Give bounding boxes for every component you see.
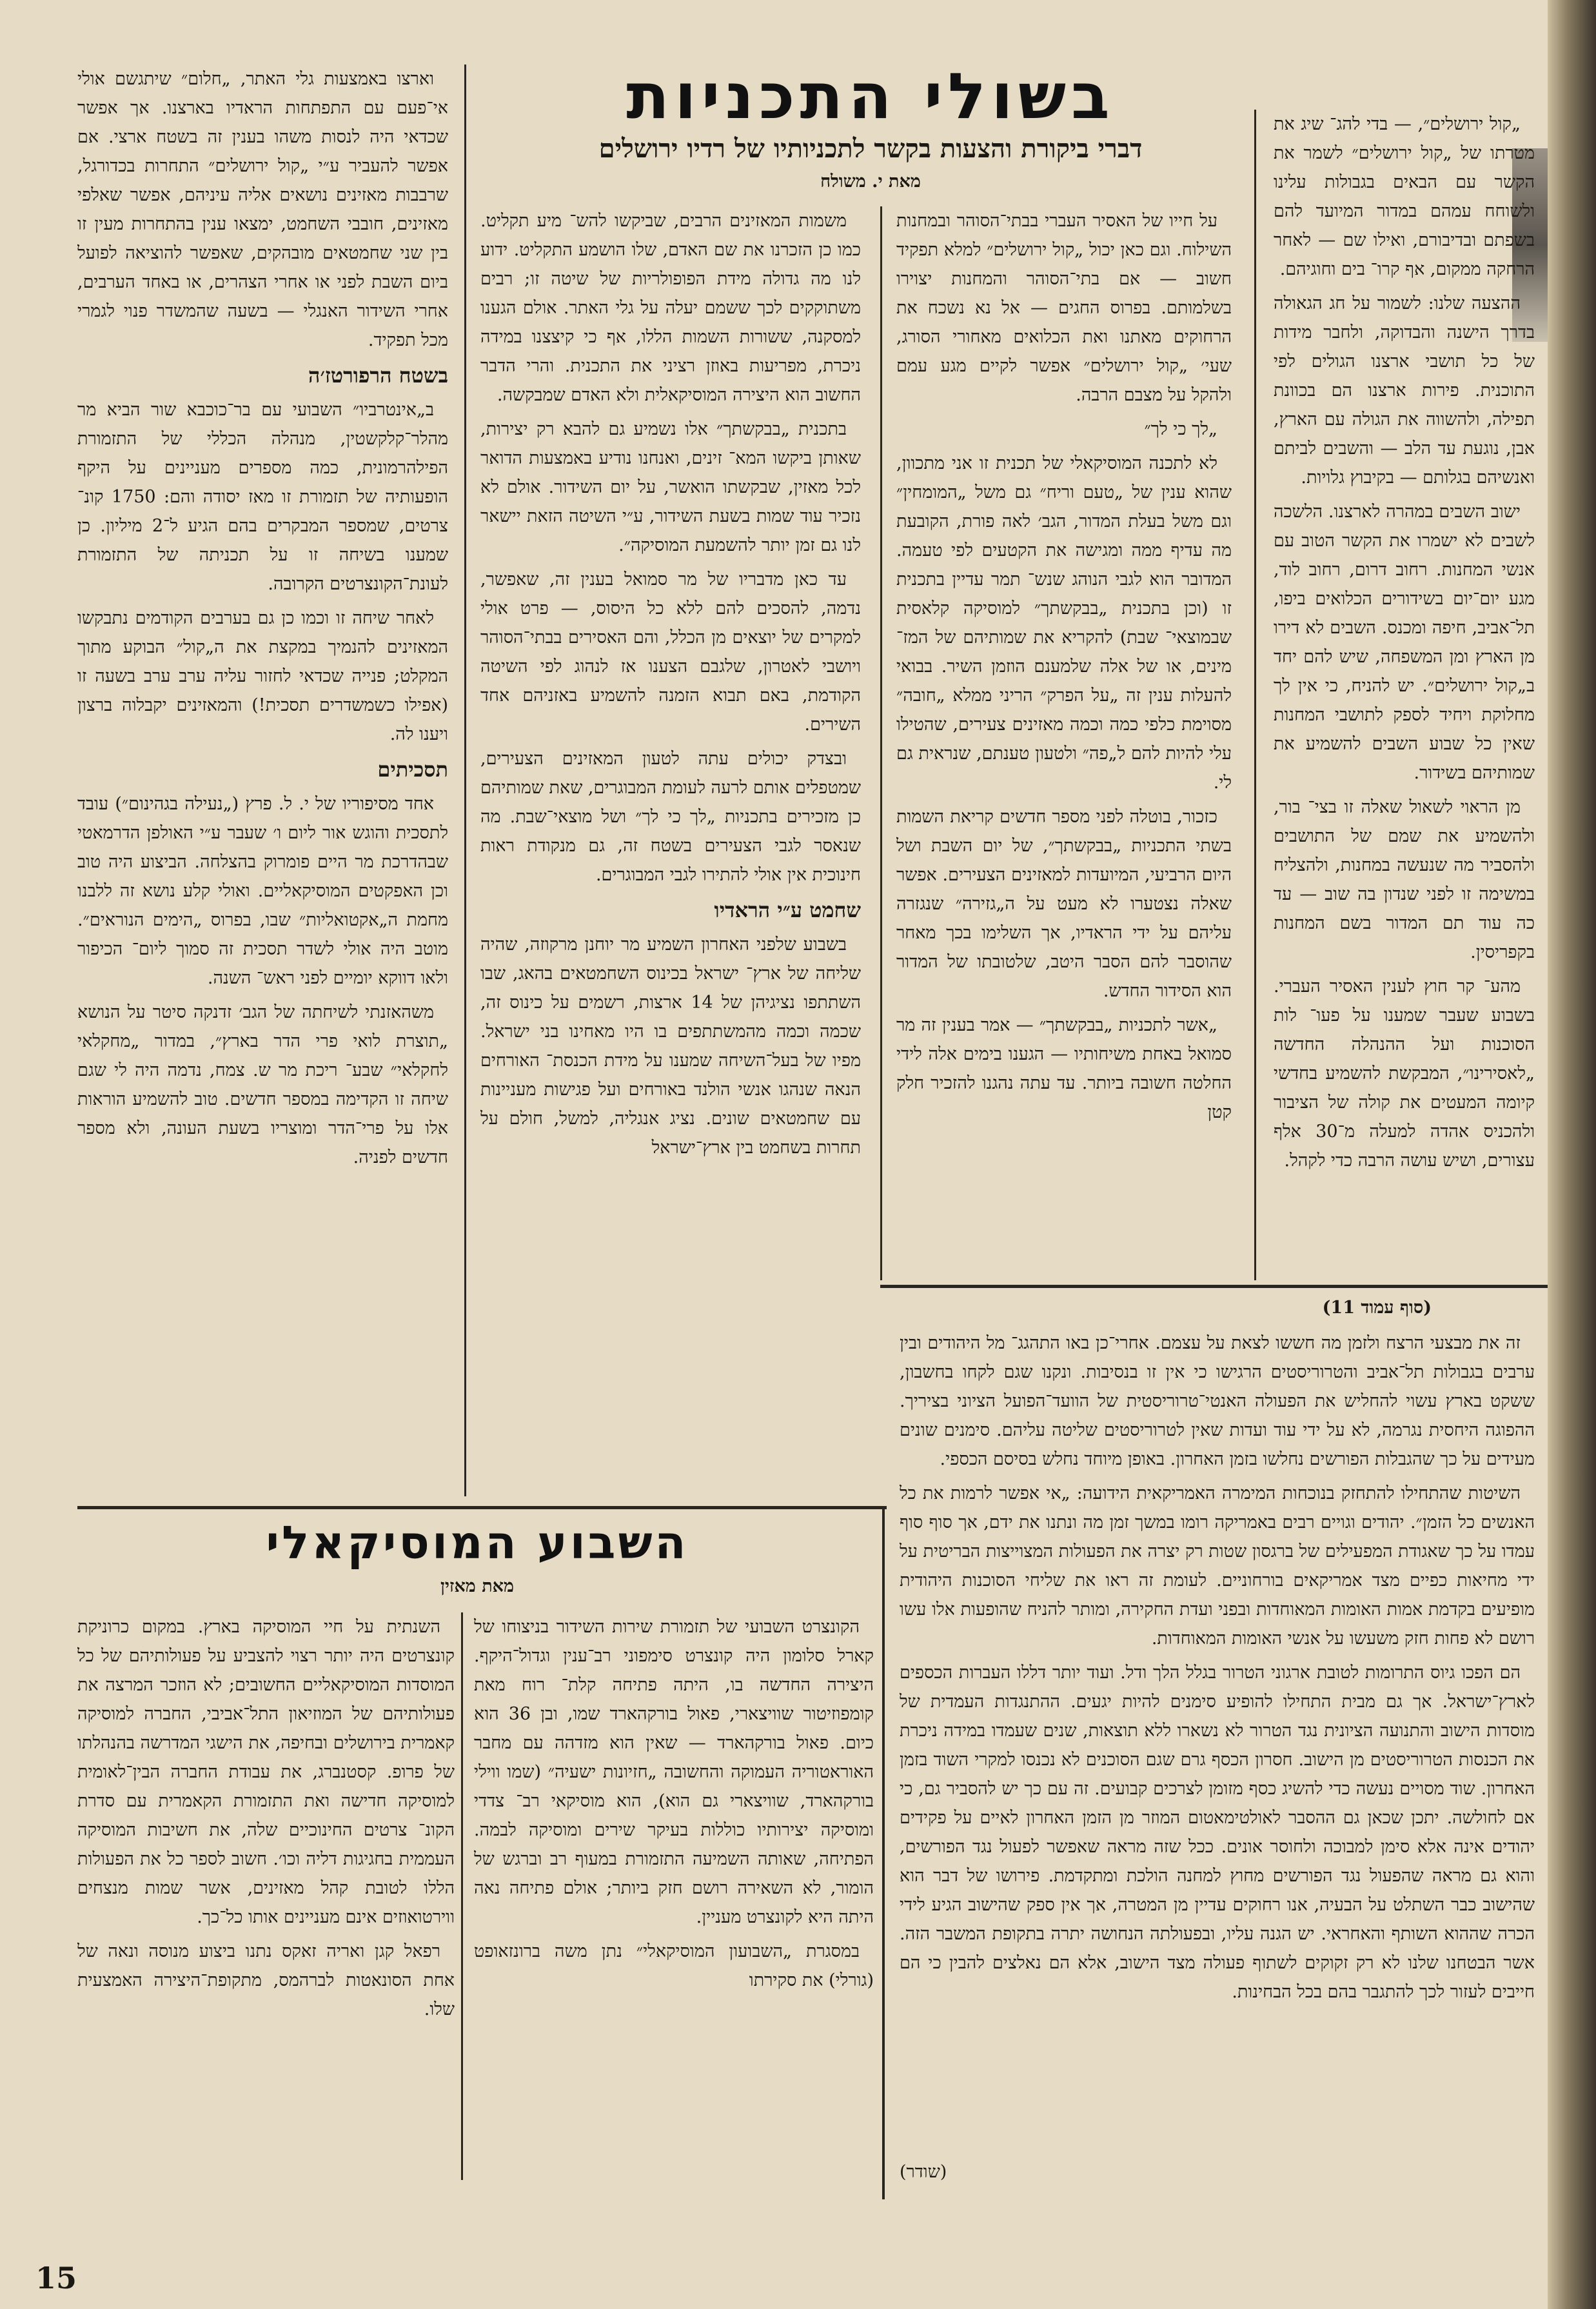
column-rule: [1254, 110, 1256, 1280]
article-subtitle: דברי ביקורת והצעות בקשר לתכניותיו של רדיו ירושלים: [598, 134, 1143, 164]
paragraph: ב„אינטרביו״ השבועי עם בר־כוכבא שור הביא מר מהלר־קלקשטין, מנהלה הכללי של התזמורת הפילהרמונית, כמה מספרים מעניינים על היקף הופעותיה של תזמורת זו מאז יסודה והם: 1750 קונ־ צרטים, שמספר המבקרים בהם הגיע ל־2 מיליון. כן שמענו בשיחה זו על תכניתה של התזמורת לעונת־הקונצרטים הקרובה.: [77, 400, 448, 594]
article3-column-1: [474, 1612, 874, 2180]
subheading: תסכיתים: [377, 757, 448, 782]
subheading: בשטח הרפורטז׳ה: [308, 363, 448, 388]
paragraph: ההצעה שלנו: לשמור על חג הגאולה בדרך הישנה והבדוקה, ולחבר מידות של כל תושבי ארצנו הגולים לפי התוכנית. פירות ארצנו הם בכוונת תפילה, ולהשווה את הגולה עם הארץ, אבן, נוגעת עד הלב — והשבים לביתם ואנשיהם בגלותם — בקיבוץ גלויות.: [1274, 293, 1535, 488]
paragraph: כזכור, בוטלה לפני מספר חדשים קריאת השמות בשתי התכניות „בבקשתך״, של יום השבת ושל היום הרביעי, המיועדות למאזינים הצעירים. אפשר שאלה נצטערו לא מעט על ה„גזירה״ שנגזרה עליהם על ידי הראדיו, אך השלימו בכך מאחר שהוסבר להם הסבר היטב, שלטובתו של המדור הוא הסידור החדש.: [896, 807, 1232, 1001]
article-byline: מאת י. משולח: [820, 172, 921, 192]
article1-column-4: [77, 64, 448, 1496]
article1-column-3: [480, 206, 861, 1496]
column-rule: [461, 1612, 463, 2180]
section-divider: [77, 1506, 887, 1509]
binding-edge: [1548, 0, 1596, 2309]
paragraph: לאחר שיחה זו וכמו כן גם בערבים הקודמים נתבקשו המאזינים להנמיך במקצת את ה„קול״ הבוקע מתוך המקלט; פנייה שכדאי לחזור עליה ערב ערב בשעה זו (אפילו כשמשדרים תסכית!) והמאזינים יקבלוה ברצון ויענו לה.: [77, 608, 448, 744]
paragraph: „קול ירושלים״, — בדי להג־ שיג את מטרתו של „קול ירושלים״ לשמר את הקשר עם הבאים בגבולות עלינו ולשוחח עמהם במדור המיועד להם בשפתם ובדיבורם, ואילו שם — לאחר הרחקה ממקום, אף קרו־ בים וחוגיהם.: [1274, 114, 1535, 279]
paragraph: משמות המאזינים הרבים, שביקשו להש־ מיע תקליט. כמו כן הזכרנו את שם האדם, שלו הושמע התקליט. ידוע לנו מה גדולה מידת הפופולריות של שיטה זו; רבים משתוקקים לכך ששמם יעלה על גלי האתר. אולם הגענו למסקנה, ששורות השמות הללו, אף כי קיצצנו במידה ניכרת, מפריעות באוזן רציני את התכנית. והרי הדבר החשוב הוא היצירה המוסיקאלית ולא האדם שמבקשה.: [480, 211, 861, 405]
section-divider: [882, 1506, 885, 2199]
paragraph: ובצדק יכולים עתה לטעון המאזינים הצעירים, שמטפלים אותם לרעה לעומת המבוגרים, שאת שמותיהם כן מזכירים בתכניות „לך כי לך״ ושל מוצאי־שבת. מה שנאסר לגבי הצעירים בשטח זה, גם מנקודת ראות חינוכית אין אולי להתירו לגבי המבוגרים.: [480, 749, 861, 885]
paragraph: ישוב השבים במהרה לארצנו. הלשכה לשבים לא ישמרו את הקשר הטוב עם אנשי המחנות. רחוב דרום, רחוב לוד, מגע יום־יום בשידורים הכלואים ביפו, תל־אביב, חיפה ומכנס. השבים לא דירו מן הארץ ומן המשפחה, שיש להם יחד ב„קול ירושלים״. יש להניח, כי אין לך מחלוקת ויחיד לספק לתושבי המחנות שאין כל שבוע השבים להשמיע את שמותיהם בשידור.: [1274, 502, 1535, 783]
paragraph: וארצו באמצעות גלי האתר, „חלום״ שיתגשם אולי אי־פעם עם התפתחות הראדיו בארצנו. אך אפשר שכדאי היה לנסות משהו בענין זה בשטח ארצי. אם אפשר להעביר ע״י „קול ירושלים״ התחרות בכדורגל, שרבבות מאזינים נושאים אליה עיניהם, אפשר שאלפי מאזינים, חובבי השחמט, ימצאו ענין בהתחרות מעין זו בין שני שחמטאים מובהקים, שאפשר להוציאה לפועל ביום השבת לפני או אחרי הצהרים, או באחד הערבים, אחרי השידור האנגלי — בשעה שהמשדר פנוי לגמרי מכל תפקיד.: [77, 69, 448, 350]
article3-byline: מאת מאזין: [440, 1576, 515, 1596]
paragraph: „לך כי לך״: [1144, 419, 1217, 439]
paragraph: „אשר לתכניות „בבקשתך״ — אמר בענין זה מר סמואל באחת משיחותיו — הגענו בימים אלה לידי החלטה חשובה ביותר. עד עתה נהגנו להזכיר חלק קטן: [896, 1015, 1232, 1122]
article1-column-1: [1274, 110, 1535, 1280]
paragraph: במסגרת „השבועון המוסיקאלי״ נתן משה ברונזאופט (גורלי) את סקירתו: [474, 1941, 874, 1990]
paragraph: השיטות שהתחילו להתחזק בנוכחות המימרה האמריקאית הידועה: „אי אפשר לרמות את כל האנשים כל הזמן״. יהודים וגויים רבים באמריקה רומו במשך זמן מה ונתנו את ידם, אך סוף סוף עמדו על כך שאגודת המפעילים של ברגסון שטות רק יצרה את הפעולות המצוייצות הבריטית על ידי מחיאות כפיים מצד אמריקאים בורחוניים. לעומת זה ראו את שליחי הסוכנות היהודית מופיעים בקדמת אמות האומות המאוחדות ובפני ועדת החקירה, ומותר להניח שהופעות אלו עשו רושם לא פחות חזק משעשו על אנשי האומות המאוחדות.: [900, 1483, 1535, 1649]
paragraph: בתכנית „בבקשתך״ אלו נשמיע גם להבא רק יצירות, שאותן ביקשו המא־ זינים, ואנחנו נודיע באמצעות הדואר לכל מאזין, שבקשתו הואשר, על יום השידור. אולם לא נזכיר עוד שמות בשעת השידור, ע״י השיטה הזאת יישאר לנו גם זמן יותר להשמעת המוסיקה״.: [480, 419, 861, 555]
paragraph: לא לתכנה המוסיקאלי של תכנית זו אני מתכוון, שהוא ענין של „טעם וריח״ גם משל „המומחין״ וגם משל בעלת המדור, הגב׳ לאה פורת, הקובעת מה עדיף ממה ומגישה את הקטעים לפי טעמה. המדובר הוא לגבי הנוהג שנש־ תמר עדיין בתכנית זו (וכן בתכנית „בבקשתך״ למוסיקה קלאסית שבמוצאי־ שבת) להקריא את שמותיהם של המז־ מינים, או של אלה שלמענם הוזמן השיר. בבואי להעלות ענין זה „על הפרק״ הריני ממלא „חובה״ מסוימת כלפי כמה וכמה מאזינים צעירים, שהטילו עלי להיות להם ל„פה״ ולטעון טענתם, שנראית גם לי.: [896, 453, 1232, 793]
article2-body: [900, 1329, 1535, 2154]
article2-signature: (שודר): [900, 2162, 947, 2182]
paragraph: משהאזנתי לשיחתה של הגב׳ זדנקה סיטר על הנושא „תוצרת לואי פרי הדר בארץ״, במדור „מחקלאי לחקלאי״ שבע־ ריכת מר ש. צמח, נדמה היה לי שגם שיחה זו הקדימה במספר חדשים. טוב להשמיע הוראות אלו על פרי־הדר ומוצריו בשעת העונה, ולא מספר חדשים לפניה.: [77, 1002, 448, 1167]
paragraph: מהע־ קר חוץ לענין האסיר העברי. בשבוע שעבר שמענו על פעו־ לות הסוכנות ועל ההנהלה החדשה „לאסירינו״, המבקשת להשמיע בחדשי קיומה המעטים את קולה של הציבור ולהכניס אהדה למעלה מ־30 אלף עצורים, ושיש עושה הרבה כדי לקהל.: [1274, 976, 1535, 1171]
paragraph: מן הראוי לשאול שאלה זו בצי־ בור, ולהשמיע את שמם של התושבים ולהסביר מה שנעשה במחנות, ולהצליח במשימה זו לפני שנדון בה שוב — עד כה עוד תם המדור בשם המחנות בקפריסין.: [1274, 797, 1535, 962]
paragraph: השנתית על חיי המוסיקה בארץ. במקום כרוניקת קונצרטים היה יותר רצוי להצביע על פעולותיהם של כל המוסדות המוסיקאליים החשובים; לא הוזכר המרצה את פעולותיהם של המוזיאון התל־אביבי, החברה למוסיקה קאמרית בירושלים ובחיפה, את הישגי המדרשה בהנהלתו של פרופ. קסטנברג, את עבודת החברה הבין־לאומית למוסיקה חדישה ואת התזמורת הקאמרית עם סדרת הקונ־ צרטים החינוכיים שלה, את חשיבות המוסיקה העממית בחגיגות דליה וכו׳. חשוב לספר כל את הפעולות הללו לטובת קהל מאזינים, אשר שמות מנצחים ווירטואוזים אינם מעניינים אותו כל־כך.: [77, 1617, 455, 1927]
paragraph: בשבוע שלפני האחרון השמיע מר יוחנן מרקוזה, שהיה שליחה של ארץ־ ישראל בכינוס השחמטאים בהאג, שבו השתתפו נציגיהן של 14 ארצות, רשמים על כינוס זה, שכמה וכמה מהמשתתפים בו היו מאחינו בני ישראל. מפיו של בעל־השיחה שמענו על מידת הכנסת־ האורחים הנאה שנהגו אנשי הולנד באורחים ועל פגישות מעניינות עם שחמטאים שונים. נציג אנגליה, למשל, חולם על תחרות בשחמט בין ארץ־ישראל: [480, 935, 861, 1158]
article3-column-2: [77, 1612, 455, 2180]
column-rule: [880, 206, 882, 1280]
section-divider: [880, 1285, 1548, 1288]
paragraph: אחד מסיפוריו של י. ל. פרץ („נעילה בגהינום״) עובד לתסכית והוגש אור ליום ו׳ שעבר ע״י האולפן הדרמאטי שבהדרכת מר היים פומרוק בהצלחה. הביצוע היה טוב וכן האפקטים המוסיקאליים. ואולי קלע נושא זה ללבנו מחמת ה„אקטואליות״ שבו, בפרוס „הימים הנוראים״. מוטב היה אולי לשדר תסכית זה סמוך ליום־ הכיפור ולאו דווקא יומיים לפני ראש־ השנה.: [77, 794, 448, 988]
paragraph: הקונצרט השבועי של תזמורת שירות השידור בניצוחו של קארל סלומון היה קונצרט סימפוני רב־ענין וגדול־היקף. היצירה החדשה בו, היתה פתיחה קלת־ רוח מאת קומפוזיטור שוויצארי, פאול בורקהארד שמו, ובן 36 הוא כיום. פאול בורקהארד — שאין הוא מזדהה עם מחבר האוראטוריה העמוקה והחשובה „חזיונות ישעיה״ (שמו ווילי בורקהארד, שוויצארי גם הוא), הוא מוסיקאי רב־ צדדי ומוסיקה יצירותיו כוללות בעיקר שירים ומוסיקה לבמה. הפתיחה, שאותה השמיעה התזמורת במעוף רב וברגש של הומור, לא השאירה רושם חזק ביותר; אולם פתיחה נאה היתה היא לקונצרט מעניין.: [474, 1617, 874, 1927]
paragraph: על חייו של האסיר העברי בבתי־הסוהר ובמחנות השילוח. וגם כאן יכול „קול ירושלים״ למלא תפקיד חשוב — אם בתי־הסוהר והמחנות יצוירו בשלמותם. בפרוס החגים — אל נא נשכח את הרחוקים מאתנו ואת הכלואים מאחורי הסורג, שעי׳ „קול ירושלים״ אפשר לקיים מגע עמם ולהקל על מצבם הרבה.: [896, 211, 1232, 405]
article3-title: השבוע המוסיקאלי: [266, 1516, 689, 1569]
article2-continued-note: (סוף עמוד 11): [1322, 1298, 1432, 1318]
page-number: 15: [35, 2261, 77, 2295]
column-rule: [464, 64, 466, 1496]
article-title: בשולי התכניות: [626, 60, 1115, 134]
paragraph: רפאל קגן ואריה זאקס נתנו ביצוע מנוסה ונאה של אחת הסונאטות לברהמס, מתקופת־היצירה האמצעית שלו.: [77, 1941, 455, 2019]
paragraph: הם הפכו גיוס התרומות לטובת ארגוני הטרור בגלל הלך ודל. ועוד יותר דללו העברות הכספים לארץ־ישראל. אך גם מבית התחילו להופיע סימנים להיות יגעים. ההתנגדות העמדית של מוסדות הישוב והתנועה הציונית נגד הטרור לא נשארו ללא תוצאות, שנים שעמדו במידה ניכרת את הכנסות הטרוריסטים מן הישוב. חסרון הכסף גרם שגם הסוכנים לא נכנסו למקרי השוד בזמן האחרון. שוד מסויים נעשה כדי להשיג כסף מזומן לצרכים קבועים. זה עם כך יש להסביר גם, כי אם לחולשה. יתכן שכאן גם ההסבר לאולטימאטום המוזר מן הזמן האחרון לאיים על פקידים יהודים אינה אלא סימן למבוכה ולחוסר אונים. ככל שזה מראה שאפשר לפעול נגד הפורשים, והוא גם מראה שהפעול נגד הפורשים מחוץ למחנה הולכת ומתקדמת. פירושו של דבר הוא שהישוב כבר השתלט על הבעיה, אנו רחוקים עדיין מן המטרה, אך אין ספק שהישוב הגיע לידי הכרה שההוא השותף והאחראי. יש הגנה עליו, ובפעולתה הנחושה יתרה בתקופת המשבר הזה. אשר הבטחנו שלנו לא רק זקוקים לשתוף פעולה מצד הישוב, אלא הם נאלצים להבין כי הם חייבים לעזור לכך להתגבר בהם בכל הבחינות.: [900, 1663, 1535, 2002]
paragraph: עד כאן מדבריו של מר סמואל בענין זה, שאפשר, נדמה, להסכים להם ללא כל היסוס, — פרט אולי למקרים של יוצאים מן הכלל, והם האסירים בבתי־הסוהר ויושבי לאטרון, שלגבם הצענו אז לנהוג לפי השיטה הקודמת, באם תבוא הזמנה להשמיע באזניהם אחד השירים.: [480, 570, 861, 735]
article1-column-2: [896, 206, 1232, 1280]
subheading: שחמט ע״י הראדיו: [714, 898, 861, 922]
paragraph: זה את מבצעי הרצח ולזמן מה חששו לצאת על עצמם. אחרי־כן באו התהגג־ מל היהודים ובין ערבים בגבולות תל־אביב והטרוריסטים הרגישו כי אין זו בנסיבות. ונקנו שגם לקחו בחשבון, ששקט בארץ עשוי להחליש את הפעולה האנטי־טרוריסטית של הוועד־הפועל הציוני בציריך. ההפוגה היחסית נגרמה, לא על ידי עוד ועדות שאין לטרוריסטים שליטה עליהם. סימנים שונים מעידים על כך שהגבלות הפורשים נחלשו בזמן האחרון. באופן מיוחד נחלש בסיסם הכספי.: [900, 1333, 1535, 1469]
